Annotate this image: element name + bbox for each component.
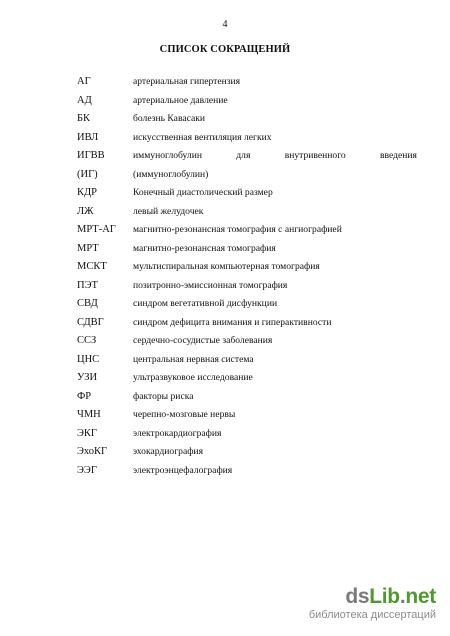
abbreviation-term: СВД xyxy=(77,298,98,309)
abbreviation-definition: эхокардиография xyxy=(133,446,203,457)
abbreviation-row xyxy=(77,391,417,410)
abbreviation-term: СДВГ xyxy=(77,316,104,328)
abbreviation-term: ССЗ xyxy=(77,335,97,346)
abbreviation-term: УЗИ xyxy=(77,372,98,383)
abbreviation-row xyxy=(77,298,417,317)
abbreviation-definition: центральная нервная система xyxy=(133,353,254,365)
watermark-subtitle: библиотека диссертаций xyxy=(308,609,436,621)
definition-word: внутривенного xyxy=(284,150,346,161)
abbreviation-term: КДР xyxy=(77,187,98,198)
abbreviation-definition: левый желудочек xyxy=(133,205,204,217)
abbreviation-term: ПЭТ xyxy=(77,279,98,291)
abbreviation-definition: магнитно-резонансная томография xyxy=(133,242,276,254)
abbreviation-row xyxy=(77,187,417,206)
abbreviation-term: ЧМН xyxy=(77,409,101,420)
abbreviation-term: ЭхоКГ xyxy=(77,446,108,457)
abbreviation-row xyxy=(77,76,417,95)
abbreviation-definition xyxy=(133,150,417,162)
abbreviation-term: ЭКГ xyxy=(77,427,98,439)
page-title: СПИСОК СОКРАЩЕНИЙ xyxy=(159,44,291,55)
abbreviation-row xyxy=(77,206,417,225)
logo-ds-text: ds xyxy=(345,585,370,608)
abbreviation-list xyxy=(77,76,417,483)
definition-word: введения xyxy=(380,150,417,161)
abbreviation-definition: артериальная гипертензия xyxy=(133,76,241,87)
abbreviation-row xyxy=(77,446,417,465)
abbreviation-definition: ультразвуковое исследование xyxy=(133,372,253,383)
abbreviation-row xyxy=(77,224,417,243)
definition-word: для xyxy=(236,150,251,161)
abbreviation-term: АГ xyxy=(77,76,91,87)
abbreviation-row xyxy=(77,95,417,114)
abbreviation-term: ФР xyxy=(77,390,92,402)
abbreviation-term: АД xyxy=(77,94,92,106)
abbreviation-definition: (иммуноглобулин) xyxy=(133,168,209,180)
abbreviation-definition: синдром дефицита внимания и гиперактивности xyxy=(133,316,332,328)
abbreviation-term: МРТ xyxy=(77,242,99,254)
abbreviation-term: МСКТ xyxy=(77,261,107,272)
dslib-watermark[interactable] xyxy=(286,586,436,622)
abbreviation-row xyxy=(77,409,417,428)
abbreviation-row xyxy=(77,335,417,354)
abbreviation-row xyxy=(77,354,417,373)
abbreviation-term: ИГВВ xyxy=(77,150,105,161)
logo-net-text: net xyxy=(405,585,436,608)
abbreviation-definition: черепно-мозговые нервы xyxy=(133,409,236,420)
abbreviation-row xyxy=(77,465,417,484)
abbreviation-definition: артериальное давление xyxy=(133,94,228,106)
page-number: 4 xyxy=(222,19,228,30)
abbreviation-row xyxy=(77,150,417,169)
abbreviation-definition: магнитно-резонансная томография с ангиографией xyxy=(133,224,342,235)
abbreviation-row xyxy=(77,243,417,262)
dslib-logo xyxy=(286,586,436,608)
abbreviation-definition: мультиспиральная компьютерная томография xyxy=(133,261,320,272)
abbreviation-row xyxy=(77,169,417,188)
abbreviation-definition: Конечный диастолический размер xyxy=(133,187,273,198)
abbreviation-definition: болезнь Кавасаки xyxy=(133,113,206,124)
abbreviation-definition: электрокардиография xyxy=(133,427,222,439)
logo-lib-text: Lib xyxy=(369,585,400,608)
abbreviation-definition: синдром вегетативной дисфункции xyxy=(133,298,278,309)
abbreviation-definition: позитронно-эмиссионная томография xyxy=(133,279,288,291)
abbreviation-term: ИВЛ xyxy=(77,131,99,143)
abbreviation-row xyxy=(77,261,417,280)
abbreviation-row xyxy=(77,132,417,151)
abbreviation-row xyxy=(77,280,417,299)
abbreviation-term: ЛЖ xyxy=(77,205,94,217)
abbreviation-term: БК xyxy=(77,113,91,124)
abbreviation-term: ЦНС xyxy=(77,353,100,365)
abbreviation-term: ЭЭГ xyxy=(77,464,97,476)
abbreviation-definition: электроэнцефалография xyxy=(133,464,233,476)
abbreviation-row xyxy=(77,372,417,391)
abbreviation-term: (ИГ) xyxy=(77,168,98,180)
abbreviation-definition: сердечно-сосудистые заболевания xyxy=(133,335,273,346)
abbreviation-definition: искусственная вентиляция легких xyxy=(133,131,272,143)
abbreviation-row xyxy=(77,113,417,132)
logo-dot-text: . xyxy=(399,585,406,608)
abbreviation-row xyxy=(77,317,417,336)
abbreviation-row xyxy=(77,428,417,447)
abbreviation-term: МРТ-АГ xyxy=(77,224,116,235)
abbreviation-definition: факторы риска xyxy=(133,390,194,402)
definition-word: иммуноглобулин xyxy=(133,150,202,161)
